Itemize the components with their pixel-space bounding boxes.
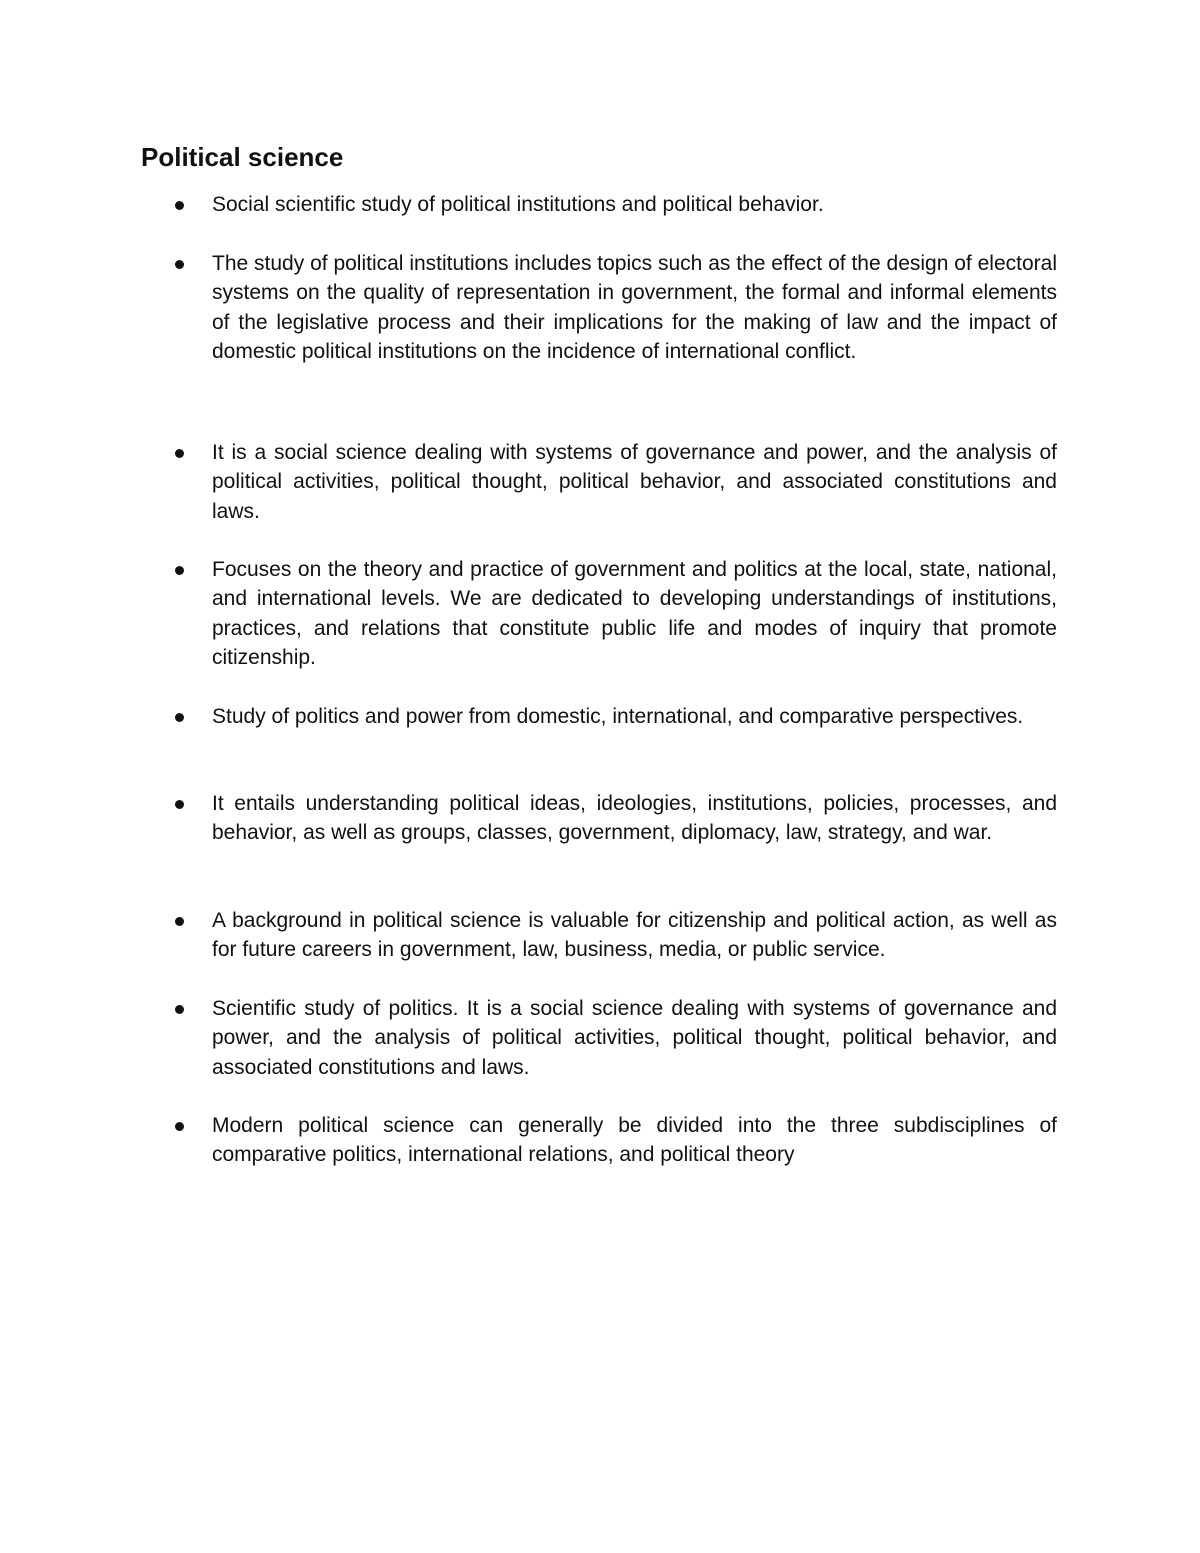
bullet-icon bbox=[175, 566, 184, 575]
list-item-text: Study of politics and power from domestic, international, and comparative perspectives. bbox=[212, 705, 1024, 728]
bullet-icon bbox=[175, 260, 184, 269]
bullet-icon bbox=[175, 713, 184, 722]
list-item-text: A background in political science is valuable for citizenship and political action, as well as for future careers in government, law, business, media, or public service. bbox=[212, 909, 1057, 962]
document-title: Political science bbox=[141, 142, 344, 172]
list-item-text: Scientific study of politics. It is a social science dealing with systems of governance and power, and the analysis of political activities, political thought, political behavior, and associated constitutions and laws. bbox=[212, 997, 1057, 1079]
bullet-icon bbox=[175, 1005, 184, 1014]
bullet-icon bbox=[175, 917, 184, 926]
bullet-icon bbox=[175, 800, 184, 809]
list-item-text: Social scientific study of political institutions and political behavior. bbox=[212, 193, 824, 216]
bullet-icon bbox=[175, 1122, 184, 1131]
list-item-text: Modern political science can generally be divided into the three subdisciplines of comparative politics, international relations, and political theory bbox=[212, 1114, 1057, 1167]
list-item-text: Focuses on the theory and practice of government and politics at the local, state, national, and international levels. We are dedicated to developing understandings of institutions, practices, and relations that constitute public life and modes of inquiry that promote citizenship. bbox=[212, 558, 1057, 669]
list-item-text: The study of political institutions includes topics such as the effect of the design of electoral systems on the quality of representation in government, the formal and informal elements of the legislative process and their implications for the making of law and the impact of domestic political institutions on the incidence of international conflict. bbox=[212, 252, 1057, 363]
list-item-text: It is a social science dealing with systems of governance and power, and the analysis of political activities, political thought, political behavior, and associated constitutions and laws. bbox=[212, 441, 1057, 523]
list-item-text: It entails understanding political ideas, ideologies, institutions, policies, processes, and behavior, as well as groups, classes, government, diplomacy, law, strategy, and war. bbox=[212, 792, 1057, 845]
bullet-icon bbox=[175, 201, 184, 210]
bullet-icon bbox=[175, 449, 184, 458]
